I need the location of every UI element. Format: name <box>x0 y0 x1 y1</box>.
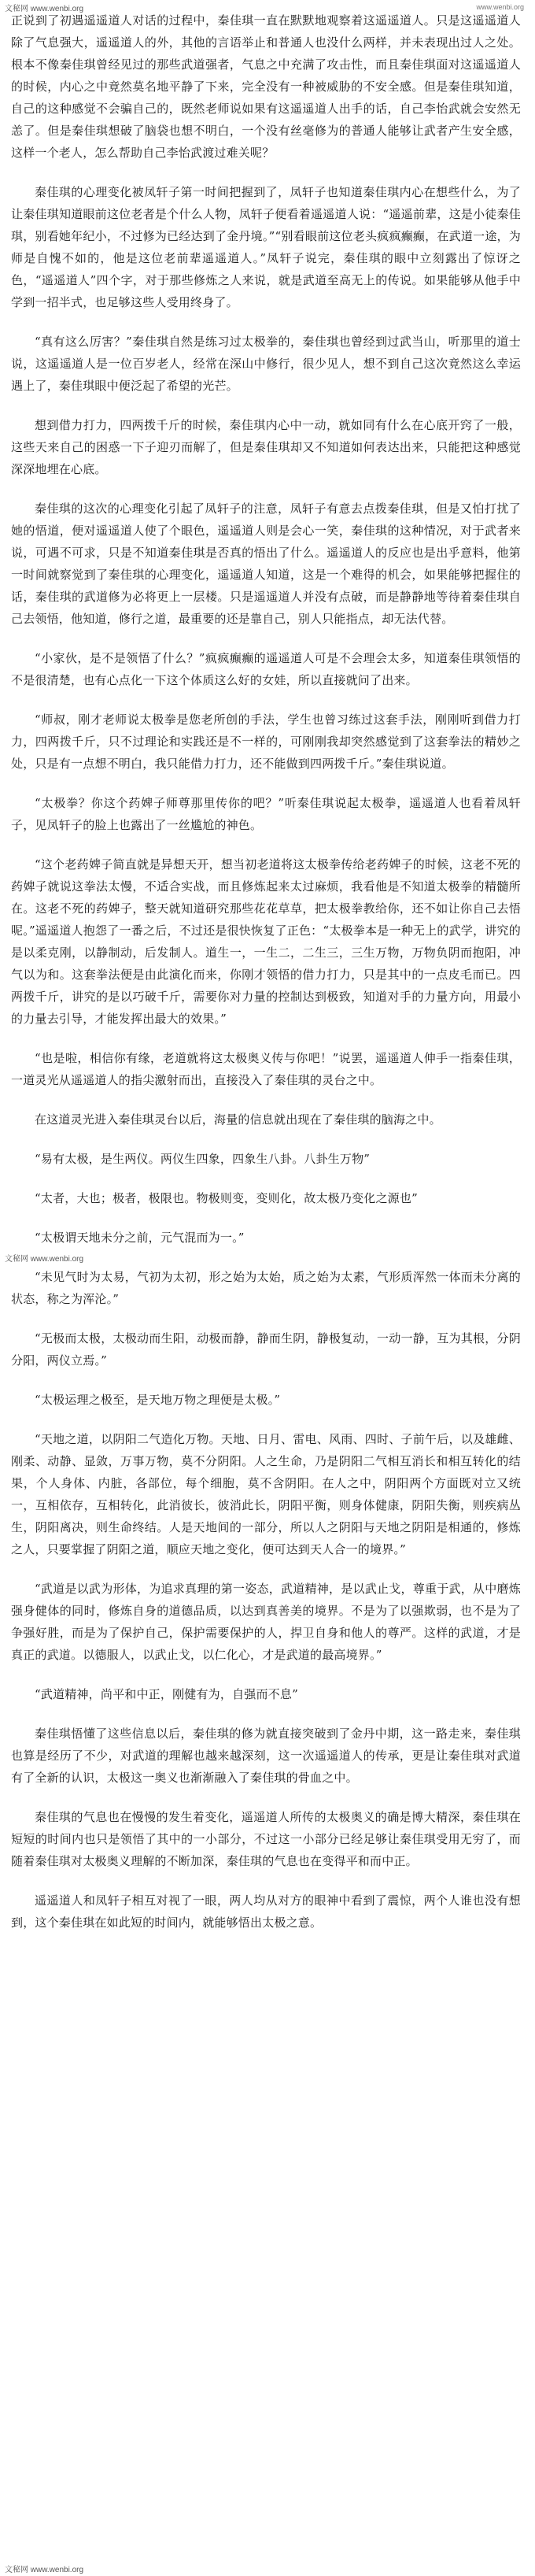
paragraph: 在这道灵光进入秦佳琪灵台以后，海量的信息就出现在了秦佳琪的脑海之中。 <box>35 1112 441 1127</box>
paragraph: “太极谓天地未分之前，元气混而为一。” <box>35 1231 245 1245</box>
paragraph: “未见气时为太易，气初为太初，形之始为太始，质之始为太素，气形质浑然一体而未分离的状态，称之为浑沦。” <box>11 1270 521 1306</box>
paragraph: 正说到了初遇遥遥道人对话的过程中，秦佳琪一直在默默地观察着这遥遥道人。只是这遥遥道人除了气息强大，遥遥道人的外，其他的言语举止和普通人也没什么两样，并未表现出过人之处。根本不像秦佳琪曾经见过的那些武道强者，气息之中充满了攻击性，而且秦佳琪面对这遥遥道人的时候，内心之中竟然莫名地平静了下来，完全没有一种被威胁的不安全感。但是秦佳琪知道，自己的这种感觉不会骗自己的，既然老师说如果有这遥遥道人出手的话，自己李怡武就会安然无恙了。但是秦佳琪想破了脑袋也想不明白，一个没有丝毫修为的普通人能够让武者产生安全感，这样一个老人，怎么帮助自己李怡武渡过难关呢？ <box>11 13 521 160</box>
watermark-site-label: 文秘网 <box>5 5 28 13</box>
paragraph: “天地之道，以阴阳二气造化万物。天地、日月、雷电、风雨、四时、子前午后，以及雄雌、刚柔、动静、显敛，万事万物，莫不分阴阳。人之生命，乃是阴阳二气相互消长和相互转化的结果，个人身体、内脏，各部位，每个细胞，莫不含阴阳。在人之中，阴阳两个方面既对立又统一，互相依存，互相转化，此消彼长，彼消此长，阴阳平衡，则身体健康，阴阳失衡，则疾病丛生，阴阳离决，则生命终结。人是天地间的一部分，所以人之阴阳与天地之阴阳是相通的，修炼之人，只要掌握了阴阳之道，顺应天地之变化，便可达到天人合一的境界。” <box>11 1432 521 1556</box>
watermark-site-label: 文秘网 <box>5 1255 28 1264</box>
paragraph: “太极运理之极至，是天地万物之理便是太极。” <box>35 1393 281 1407</box>
watermark-bottom <box>5 2563 83 2574</box>
paragraph: “武道精神，尚平和中正，刚健有为，自强而不息” <box>35 1687 298 1701</box>
paragraph: “武道是以武为形体，为追求真理的第一姿态，武道精神，是以武止戈，尊重于武，从中磨炼强身健体的同时，修炼自身的道德品质，以达到真善美的境界。不是为了以强欺弱，也不是为了争强好胜，而是为了保护自己，保护需要保护的人，捍卫自身和他人的尊严。这样的武道，才是真正的武道。以德服人，以武止戈，以仁化心，才是武道的最高境界。” <box>11 1582 521 1662</box>
paragraph: “这个老药婢子简直就是异想天开，想当初老道将这太极拳传给老药婢子的时候，这老不死的药婢子就说这拳法太慢，不适合实战，而且修炼起来太过麻烦，我看他是不知道太极拳的精髓所在。这老不死的药婢子，整天就知道研究那些花花草草，把太极拳教给你，还不如让你自己去悟呢。”遥遥道人抱怨了一番之后，不过还是很快恢复了正色：“太极拳本是一种无上的武学，讲究的是以柔克刚，以静制动，后发制人。道生一，一生二，二生三，三生万物，万物负阴而抱阳，冲气以为和。这套拳法便是由此演化而来，你刚才领悟的借力打力，只是其中的一点皮毛而已。四两拨千斤，讲究的是以巧破千斤，需要你对力量的控制达到极致，知道对手的力量方向，用最小的力量去引导，才能发挥出最大的效果。” <box>11 857 521 1026</box>
paragraph: “也是啦，相信你有缘，老道就将这太极奥义传与你吧！”说罢，遥遥道人伸手一指秦佳琪，一道灵光从遥遥道人的指尖激射而出，直接没入了秦佳琪的灵台之中。 <box>11 1051 521 1087</box>
watermark-site-url: www.wenbi.org <box>30 2566 84 2574</box>
paragraph: “无极而太极，太极动而生阳，动极而静，静而生阴，静极复动，一动一静，互为其根，分阴分阳，两仪立焉。” <box>11 1331 521 1368</box>
watermark-site-url: www.wenbi.org <box>30 1255 84 1264</box>
paragraph: “小家伙，是不是领悟了什么？”疯疯癫癫的遥遥道人可是不会理会太多，知道秦佳琪领悟的不是很清楚，也有心点化一下这个体质这么好的女娃，所以直接就问了出来。 <box>11 651 521 687</box>
watermark-site-url: www.wenbi.org <box>30 5 84 13</box>
paragraph: 秦佳琪的心理变化被凤轩子第一时间把握到了，凤轩子也知道秦佳琪内心在想些什么，为了让秦佳琪知道眼前这位老者是个什么人物，凤轩子便看着遥遥道人说：“遥遥前辈，这是小徒秦佳琪，别看她年纪小，不过修为已经达到了金丹境。”“别看眼前这位老头疯疯癫癫，在武道一途，为师是自愧不如的，他是这位老前辈遥遥道人。”凤轩子说完，秦佳琪的眼中立刻露出了惊讶之色，“遥遥道人”四个字，对于那些修炼之人来说，就是武道至高无上的传说。如果能够从他手中学到一招半式，也足够这些人受用终身了。 <box>11 185 521 309</box>
watermark-middle <box>5 1252 83 1264</box>
paragraph: “真有这么厉害？”秦佳琪自然是练习过太极拳的，秦佳琪也曾经到过武当山，听那里的道士说，这遥遥道人是一位百岁老人，经常在深山中修行，很少见人，想不到自己这次竟然这么幸运遇上了，秦佳琪眼中便泛起了希望的光芒。 <box>11 335 521 393</box>
paragraph: “太极拳？你这个药婢子师尊那里传你的吧？”听秦佳琪说起太极拳，遥遥道人也看着凤轩子，见凤轩子的脸上也露出了一丝尴尬的神色。 <box>11 796 521 832</box>
paragraph: “师叔，刚才老师说太极拳是您老所创的手法，学生也曾习练过这套手法，刚刚听到借力打力，四两拨千斤，只不过理论和实践还是不一样的，可刚刚我却突然感觉到了这套拳法的精妙之处，只是有一点想不明白，我只能借力打力，还不能做到四两拨千斤。”秦佳琪说道。 <box>11 712 521 771</box>
paragraph: 秦佳琪的这次的心理变化引起了凤轩子的注意，凤轩子有意去点拨秦佳琪，但是又怕打扰了她的悟道，便对遥遥道人使了个眼色，遥遥道人则是会心一笑，秦佳琪的这种情况，对于武者来说，可遇不可求，只是不知道秦佳琪是否真的悟出了什么。遥遥道人的反应也是出乎意料，他第一时间就察觉到了秦佳琪的心理变化，遥遥道人知道，这是一个难得的机会，如果能够把握住的话，秦佳琪的武道修为必将更上一层楼。只是遥遥道人并没有点破，而是静静地等待着秦佳琪自己去领悟，他知道，修行之道，最重要的还是靠自己，别人只能指点，却无法代替。 <box>11 502 521 626</box>
paragraph: “易有太极，是生两仪。两仪生四象，四象生八卦。八卦生万物” <box>35 1152 371 1166</box>
article-body <box>11 9 521 1951</box>
watermark-top-right: www.wenbi.org <box>476 3 524 11</box>
paragraph: “太者，大也；极者，极限也。物极则变，变则化，故太极乃变化之源也” <box>35 1191 418 1205</box>
paragraph: 秦佳琪的气息也在慢慢的发生着变化，遥遥道人所传的太极奥义的确是博大精深，秦佳琪在短短的时间内也只是领悟了其中的一小部分，不过这一小部分已经足够让秦佳琪受用无穷了，而随着秦佳琪对太极奥义理解的不断加深，秦佳琪的气息也在变得平和而中正。 <box>11 1810 521 1868</box>
paragraph: 想到借力打力，四两拨千斤的时候，秦佳琪内心中一动，就如同有什么在心底开窍了一般，这些天来自己的困惑一下子迎刃而解了，但是秦佳琪却又不知道如何表达出来，只能把这种感觉深深地埋在心底。 <box>11 418 521 476</box>
paragraph: 秦佳琪悟懂了这些信息以后，秦佳琪的修为就直接突破到了金丹中期，这一路走来，秦佳琪也算是经历了不少，对武道的理解也越来越深刻，这一次遥遥道人的传承，更是让秦佳琪对武道有了全新的认识，太极这一奥义也渐渐融入了秦佳琪的骨血之中。 <box>11 1727 521 1785</box>
watermark-site-label: 文秘网 <box>5 2566 28 2574</box>
paragraph: 遥遥道人和凤轩子相互对视了一眼，两人均从对方的眼神中看到了震惊，两个人谁也没有想到，这个秦佳琪在如此短的时间内，就能够悟出太极之意。 <box>11 1893 521 1930</box>
